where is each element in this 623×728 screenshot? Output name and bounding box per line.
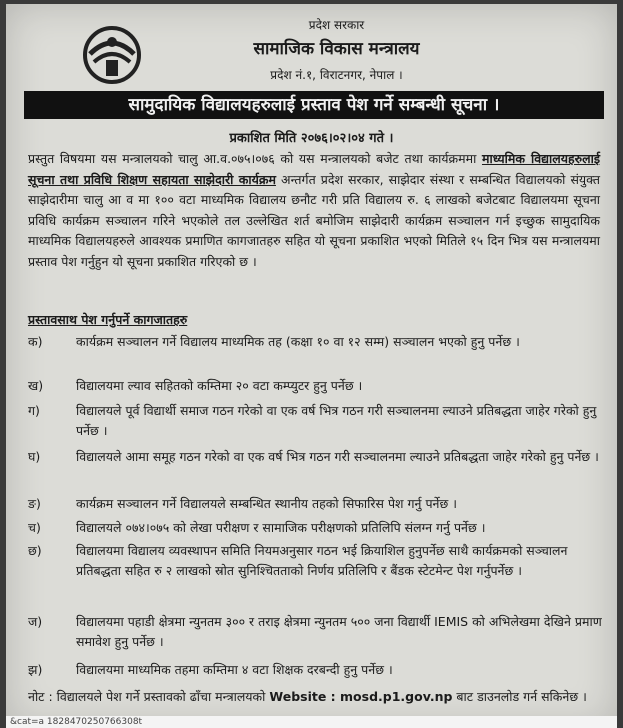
item-text: विद्यालयमा ल्याव सहितको कम्तिमा २० वटा कम्प्युटर हुनु पर्नेछ । (76, 378, 363, 393)
item-text: विद्यालयमा पहाडी क्षेत्रमा न्युनतम ३०० र तराइ क्षेत्रमा न्युनतम ५०० जना विद्यार्थी IEMIS को अभिलेखमा देखिने प्रमाण समावेश हुनु पर्नेछ । (76, 614, 602, 649)
item-label: च) (28, 520, 41, 535)
intro-paragraph (28, 149, 600, 272)
item-text: विद्यालयले ०७४।०७५ को लेखा परीक्षण र सामाजिक परीक्षणको प्रतिलिपि संलग्न गर्नु पर्नेछ । (76, 520, 486, 535)
list-item (28, 332, 603, 352)
item-text: विद्यालयले आमा समूह गठन गरेको वा एक वर्ष भित्र गठन गरी सञ्चालनमा ल्याउने प्रतिबद्धता जाहेर गरेको हुनु पर्नेछ । (76, 449, 599, 464)
list-item (28, 447, 603, 467)
note-prefix: नोट : विद्यालयले पेश गर्ने प्रस्तावको ढाँचा मन्त्रालयको (28, 689, 266, 704)
item-label: छ) (28, 543, 42, 558)
item-text: विद्यालयमा विद्यालय व्यवस्थापन समिति नियमअनुसार गठन भई क्रियाशिल हुनुपर्नेछ साथै कार्यक्रमको सञ्चालन प्रतिबद्धता सहित रु २ लाखको स्रोत सुनिश्चितताको निर्णय प्रतिलिपि र बैंडक स्टेटमेन्ट पेश गर्नुपर्नेछ । (76, 543, 568, 578)
item-label: घ) (28, 449, 41, 464)
item-text: विद्यालयले पूर्व विद्यार्थी समाज गठन गरेको वा एक वर्ष भित्र गठन गरी सञ्चालनमा ल्याउने प्रतिबद्धता जाहेर गरेको हुनु पर्नेछ । (76, 403, 597, 438)
published-date: प्रकाशित मिति २०७६।०२।०४ गते । (229, 131, 394, 146)
list-item (28, 376, 603, 396)
item-label: झ) (28, 662, 43, 677)
notice-title: सामुदायिक विद्यालयहरुलाई प्रस्ताव पेश गर्ने सम्बन्धी सूचना । (24, 91, 604, 119)
item-text: कार्यक्रम सञ्चालन गर्ने विद्यालय माध्यमिक तह (कक्षा १० वा १२ सम्म) सञ्चालन भएको हुनु पर्नेछ । (76, 334, 520, 349)
item-label: ज) (28, 614, 43, 629)
item-text: कार्यक्रम सञ्चालन गर्ने विद्यालयले सम्बन्धित स्थानीय तहको सिफारिस पेश गर्नु पर्नेछ । (76, 496, 457, 511)
list-item (28, 494, 603, 514)
program-name: माध्यमिक विद्यालयहरुलाई सूचना तथा प्रविधि शिक्षण सहायता साझेदारी कार्यक्रम (28, 151, 600, 187)
documents-title: प्रस्तावसाथ पेश गर्नुपर्ने कागजातहरु (28, 312, 188, 327)
item-text: विद्यालयमा माध्यमिक तहमा कम्तिमा ४ वटा शिक्षक दरबन्दी हुनु पर्नेछ । (76, 662, 393, 677)
list-item (28, 660, 603, 680)
intro-part1: प्रस्तुत विषयमा यस मन्त्रालयको चालु आ.व.०७५।०७६ को यस मन्त्रालयको बजेट तथा कार्यक्रममा (28, 151, 477, 166)
item-label: ख) (28, 378, 44, 393)
government-label: प्रदेश सरकार (308, 18, 365, 32)
url-fragment-bar (6, 716, 617, 728)
list-item (28, 612, 603, 652)
item-label: ङ) (28, 496, 41, 511)
note-suffix: बाट डाउनलोड गर्न सकिनेछ । (456, 689, 587, 704)
ministry-website-link[interactable]: Website : mosd.p1.gov.np (269, 689, 453, 704)
url-fragment-text: &cat=a 1828470250766308t (10, 717, 143, 727)
list-item (28, 518, 603, 538)
list-item (28, 541, 603, 581)
download-note (28, 687, 608, 707)
ministry-address: प्रदेश नं.१, विराटनगर, नेपाल । (270, 68, 403, 82)
notice-paper (6, 4, 617, 728)
ministry-name: सामाजिक विकास मन्त्रालय (253, 39, 420, 59)
list-item (28, 401, 603, 441)
intro-part2: अन्तर्गत प्रदेश सरकार, साझेदार संस्था र सम्बन्धित विद्यालयको संयुक्त साझेदारीमा चालु आ व मा १०० वटा माध्यमिक विद्यालय छनौट गरी प्रति विद्यालय रु. ६ लाखको बजेटबाट विद्यालयमा सूचना प्रविधि कार्यक्रम सञ्चालन गरिने भएकोले तल उल्लेखित शर्त बमोजिम साझेदारी कार्यक्रम सञ्चालन गर्न इच्छुक सामुदायिक माध्यमिक विद्यालयहरुले आवश्यक प्रमाणित कागजातहरु सहित यो सूचना प्रकाशित भएको मितिले १५ दिन भित्र यस मन्त्रालयमा प्रस्ताव पेश गर्नुहुन यो सूचना प्रकाशित गरिएको छ । (28, 171, 600, 269)
item-label: क) (28, 334, 43, 349)
item-label: ग) (28, 403, 40, 418)
